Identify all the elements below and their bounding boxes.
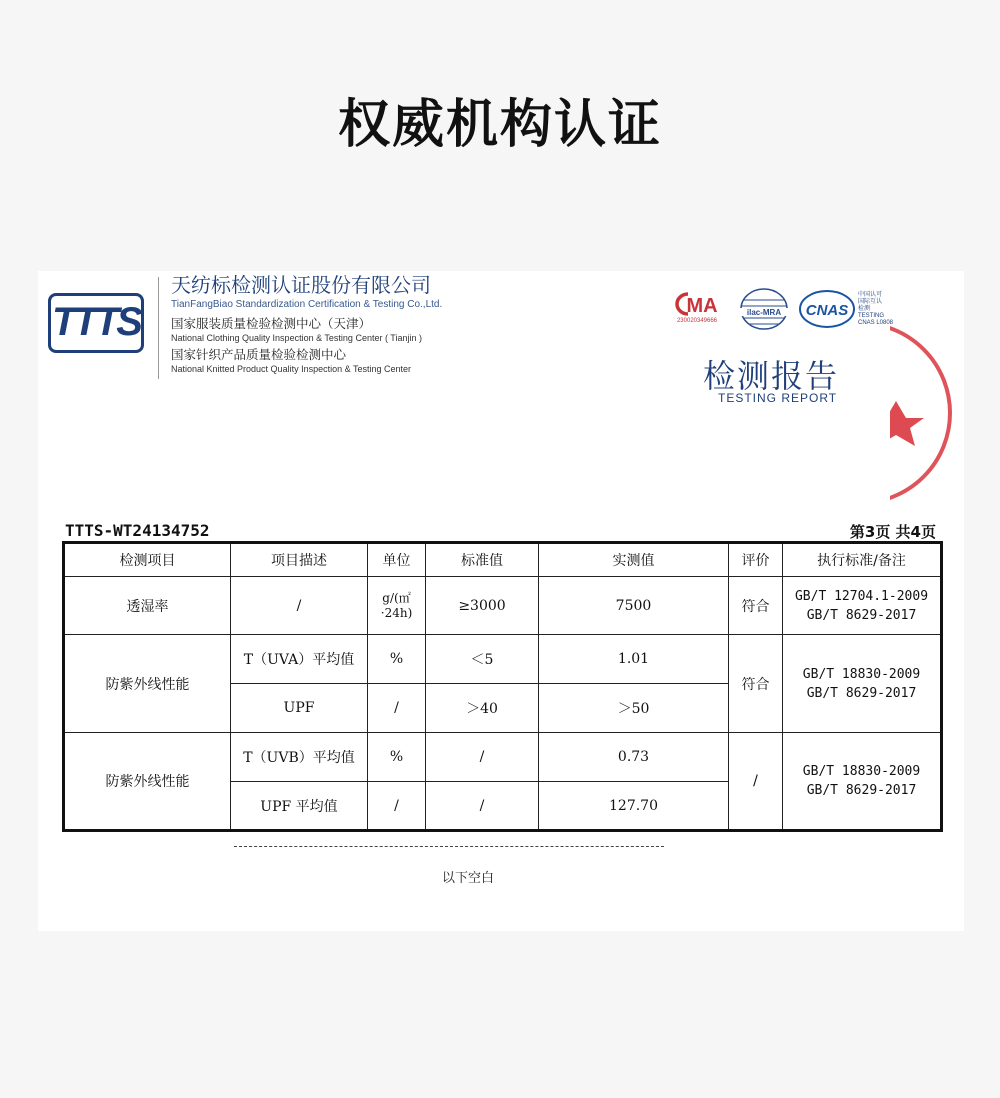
ttts-logo	[48, 293, 144, 353]
cnas-side-line: 国际互认	[858, 299, 883, 305]
page-indicator: 第3页 共4页	[849, 523, 936, 541]
unit-cell: %	[368, 733, 426, 782]
report-number: TTTS-WT24134752	[65, 521, 210, 540]
basis-line: GB/T 8629-2017	[806, 685, 917, 701]
header-cell: 评价	[729, 543, 783, 577]
desc-cell: T（UVA）平均值	[231, 635, 368, 684]
cnas-side-line: 检测	[858, 306, 871, 312]
evaluation-cell: 符合	[729, 635, 783, 733]
ilac-mra-badge	[738, 287, 790, 335]
desc-cell: UPF	[231, 684, 368, 733]
red-seal-icon	[890, 318, 960, 508]
measured-cell: ＞50	[539, 684, 729, 733]
center-name-en-1: National Clothing Quality Inspection & Testing Center ( Tianjin )	[171, 333, 422, 343]
standard-cell: /	[426, 733, 539, 782]
header-cell: 项目描述	[231, 543, 368, 577]
blank-below-note: 以下空白	[441, 871, 494, 886]
evaluation-cell: /	[729, 733, 783, 831]
item-cell: 防紫外线性能	[64, 635, 231, 733]
standard-cell: ＞40	[426, 684, 539, 733]
cma-text: MA	[686, 295, 718, 317]
cnas-badge	[798, 289, 856, 333]
unit-cell: %	[368, 635, 426, 684]
desc-cell: T（UVB）平均值	[231, 733, 368, 782]
basis-line: GB/T 12704.1-2009	[794, 588, 929, 604]
ilac-globe-icon	[738, 287, 790, 331]
company-info	[171, 274, 442, 375]
results-table	[62, 541, 943, 832]
unit-cell: /	[368, 684, 426, 733]
official-seal-stamp	[890, 318, 960, 508]
header-cell: 单位	[368, 543, 426, 577]
cnas-side-line: CNAS L0808	[858, 320, 894, 326]
accreditation-badges	[668, 287, 908, 331]
basis-cell	[783, 635, 942, 733]
standard-cell: /	[426, 782, 539, 831]
center-name-cn-2: 国家针织产品质量检验检测中心	[171, 348, 347, 362]
header-cell: 实测值	[539, 543, 729, 577]
header-divider	[158, 277, 159, 379]
measured-cell: 0.73	[539, 733, 729, 782]
header-cell: 检测项目	[64, 543, 231, 577]
cma-number: 230020349666	[676, 318, 718, 324]
cnas-logo-icon	[798, 289, 856, 329]
measured-cell: 1.01	[539, 635, 729, 684]
ttts-logo-text: TTTS	[52, 300, 140, 344]
header-cell: 执行标准/备注	[783, 543, 942, 577]
basis-cell	[783, 733, 942, 831]
basis-line: GB/T 18830-2009	[802, 764, 921, 779]
cnas-side-line: TESTING	[858, 313, 885, 319]
desc-cell: UPF 平均值	[231, 782, 368, 831]
standard-cell: ＜5	[426, 635, 539, 684]
cnas-side-line: 中国认可	[858, 292, 883, 298]
test-report-sheet	[38, 271, 964, 931]
evaluation-cell: 符合	[729, 577, 783, 635]
measured-cell: 127.70	[539, 782, 729, 831]
table-row	[64, 577, 942, 635]
ilac-text: ilac-MRA	[746, 308, 782, 317]
basis-line: GB/T 18830-2009	[802, 666, 921, 682]
item-cell: 透湿率	[64, 577, 231, 635]
report-title-cn: 检测报告	[703, 358, 840, 394]
company-name-cn: 天纺标检测认证股份有限公司	[171, 275, 431, 297]
measured-cell: 7500	[539, 577, 729, 635]
desc-cell: /	[231, 577, 368, 635]
table-row	[64, 733, 942, 782]
basis-line: GB/T 8629-2017	[806, 783, 917, 798]
center-name-en-2: National Knitted Product Quality Inspection & Testing Center	[171, 364, 411, 374]
cma-badge	[668, 291, 726, 324]
end-dashed-line	[234, 846, 664, 847]
standard-cell: ≥3000	[426, 577, 539, 635]
unit-cell: g/(㎡·24h)	[368, 577, 426, 635]
unit-cell: /	[368, 782, 426, 831]
basis-cell	[783, 577, 942, 635]
cma-logo-icon	[668, 291, 726, 317]
header-cell: 标准值	[426, 543, 539, 577]
table-header-row	[64, 543, 942, 577]
cnas-side-text	[858, 292, 893, 327]
basis-line: GB/T 8629-2017	[806, 607, 917, 623]
item-cell: 防紫外线性能	[64, 733, 231, 831]
company-name-en: TianFangBiao Standardization Certification & Testing Co.,Ltd.	[171, 299, 443, 310]
cnas-text: CNAS	[805, 302, 849, 319]
page-title: 权威机构认证	[337, 95, 662, 155]
report-title-en: TESTING REPORT	[718, 391, 838, 405]
table-row	[64, 635, 942, 684]
center-name-cn-1: 国家服装质量检验检测中心（天津）	[171, 317, 372, 331]
